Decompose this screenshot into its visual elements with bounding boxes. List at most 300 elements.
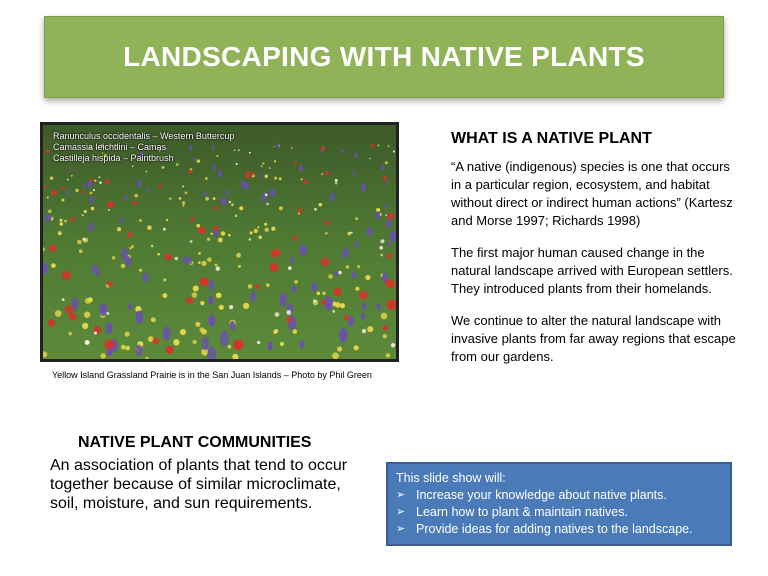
flower-mark xyxy=(67,190,70,195)
flower-mark xyxy=(355,241,359,249)
flower-mark xyxy=(129,247,132,250)
flower-mark xyxy=(55,310,62,317)
flower-mark xyxy=(163,278,166,281)
flower-mark xyxy=(383,334,387,338)
flower-mark xyxy=(388,241,391,247)
flower-mark xyxy=(231,203,234,206)
list-item-text: Increase your knowledge about native plants. xyxy=(416,488,667,502)
flower-mark xyxy=(362,329,366,333)
flower-mark xyxy=(220,331,229,347)
flower-mark xyxy=(166,346,174,354)
flower-mark xyxy=(322,292,325,295)
flower-mark xyxy=(162,166,165,169)
flower-mark xyxy=(183,256,188,264)
flower-mark xyxy=(288,266,292,270)
flower-mark xyxy=(207,257,212,262)
flower-mark xyxy=(88,297,93,302)
flower-mark xyxy=(205,177,208,180)
flower-mark xyxy=(188,257,192,264)
flower-mark xyxy=(48,319,55,326)
flower-mark xyxy=(321,173,323,175)
flower-mark xyxy=(200,278,209,287)
slideshow-intro: This slide show will: xyxy=(396,471,506,485)
flower-mark xyxy=(165,253,172,260)
flower-mark xyxy=(208,296,213,305)
flower-mark xyxy=(371,144,374,147)
flower-mark xyxy=(137,180,141,188)
flower-mark xyxy=(133,201,137,205)
flower-mark xyxy=(261,165,263,167)
flower-mark xyxy=(317,291,321,295)
arrow-checkmark-icon: ➢ xyxy=(396,523,406,535)
flower-mark xyxy=(91,178,94,181)
caption-buttercup: Ranunculus occidentalis – Western Buttercup xyxy=(53,131,235,141)
flower-mark xyxy=(145,171,147,173)
flower-mark xyxy=(94,180,96,182)
flower-mark xyxy=(200,301,204,305)
flower-mark xyxy=(338,271,341,274)
flower-mark xyxy=(386,181,389,186)
flower-mark xyxy=(98,176,100,178)
flower-mark xyxy=(257,341,260,344)
flower-mark xyxy=(218,238,223,243)
flower-mark xyxy=(136,345,143,357)
flower-mark xyxy=(279,177,282,180)
flower-mark xyxy=(212,164,215,170)
native-plant-section xyxy=(451,130,736,380)
arrow-checkmark-icon: ➢ xyxy=(396,506,406,518)
flower-mark xyxy=(47,196,49,198)
flower-mark xyxy=(387,213,394,220)
flower-mark xyxy=(128,303,132,311)
flower-mark xyxy=(369,158,370,159)
flower-mark xyxy=(229,201,231,203)
flower-mark xyxy=(143,273,149,283)
flower-mark xyxy=(202,337,210,351)
arrow-checkmark-icon: ➢ xyxy=(396,489,406,501)
native-plant-heading: WHAT IS A NATIVE PLANT xyxy=(451,130,652,147)
flower-mark xyxy=(386,219,391,228)
flower-mark xyxy=(254,284,259,289)
invasive-paragraph: We continue to alter the natural landscape with invasive plants from far away regions that escape from our gardens. xyxy=(451,313,736,364)
slideshow-list xyxy=(396,487,722,538)
flower-mark xyxy=(169,197,172,200)
flower-mark xyxy=(112,256,116,260)
flower-mark xyxy=(270,263,279,272)
flower-mark xyxy=(127,232,132,237)
flower-mark xyxy=(355,217,358,220)
flower-mark xyxy=(325,221,329,225)
flower-mark xyxy=(271,227,275,231)
flower-mark xyxy=(189,170,193,174)
flower-mark xyxy=(381,239,385,243)
flower-mark xyxy=(262,162,264,164)
flower-mark xyxy=(49,244,57,252)
flower-mark xyxy=(335,302,340,307)
flower-mark xyxy=(246,174,250,178)
flower-mark xyxy=(353,171,355,175)
flower-mark xyxy=(386,353,391,358)
flower-mark xyxy=(213,197,216,200)
flower-mark xyxy=(91,207,95,211)
flower-mark xyxy=(117,227,121,231)
flower-mark xyxy=(330,193,335,202)
flower-mark xyxy=(175,257,178,260)
flower-mark xyxy=(192,292,198,298)
flower-mark xyxy=(385,204,388,209)
flower-mark xyxy=(377,144,379,146)
flower-mark xyxy=(248,284,253,289)
flower-mark xyxy=(94,331,97,334)
flower-mark xyxy=(270,188,275,197)
flower-mark xyxy=(121,248,128,260)
flower-mark xyxy=(93,189,95,191)
flower-mark xyxy=(375,211,380,220)
flower-mark xyxy=(226,190,229,195)
flower-mark xyxy=(104,179,110,185)
flower-mark xyxy=(221,231,225,235)
flower-mark xyxy=(383,176,388,181)
flower-mark xyxy=(265,175,269,179)
photo-credit: Yellow Island Grassland Prairie is in the San Juan Islands – Photo by Phil Green xyxy=(52,370,372,380)
flower-mark xyxy=(48,215,51,221)
flower-mark xyxy=(321,258,330,267)
flower-mark xyxy=(214,225,219,230)
flower-mark xyxy=(162,293,167,298)
flower-mark xyxy=(385,279,392,286)
flower-mark xyxy=(319,203,323,207)
flower-mark xyxy=(236,163,238,165)
flower-mark xyxy=(62,298,65,301)
flower-mark xyxy=(179,197,182,200)
flower-mark xyxy=(264,228,269,233)
flower-mark xyxy=(131,245,134,248)
flower-mark xyxy=(245,182,249,189)
flower-mark xyxy=(250,291,256,302)
flower-mark xyxy=(106,322,113,334)
flower-mark xyxy=(376,303,380,311)
flower-mark xyxy=(238,265,241,268)
flower-mark xyxy=(334,288,342,296)
flower-mark xyxy=(190,240,193,243)
flower-mark xyxy=(196,224,200,228)
flower-mark xyxy=(388,145,390,147)
flower-mark xyxy=(301,178,303,180)
flower-mark xyxy=(354,152,357,158)
flower-mark xyxy=(292,286,296,293)
flower-mark xyxy=(89,196,93,204)
flower-mark xyxy=(215,264,218,267)
flower-mark xyxy=(208,280,214,290)
flower-mark xyxy=(125,332,130,337)
flower-mark xyxy=(166,219,168,221)
flower-mark xyxy=(229,305,233,309)
flower-mark xyxy=(61,186,65,190)
history-paragraph: The first major human caused change in the natural landscape arrived with European settlers. They introduced plants from their homelands. xyxy=(451,245,733,296)
communities-body: An association of plants that tend to occur together because of similar microclimate, soil, moisture, and sun requirements. xyxy=(50,457,348,512)
flower-mark xyxy=(303,179,308,184)
flower-mark xyxy=(75,189,79,193)
flower-mark xyxy=(124,195,127,201)
flower-mark xyxy=(273,330,277,334)
flower-mark xyxy=(68,332,72,336)
flower-mark xyxy=(344,315,350,321)
flower-mark xyxy=(359,291,368,300)
flower-mark xyxy=(300,340,304,348)
flower-mark xyxy=(50,177,53,180)
flower-mark xyxy=(99,181,102,184)
flower-mark xyxy=(339,328,347,342)
communities-heading: NATIVE PLANT COMMUNITIES xyxy=(78,434,312,451)
flower-mark xyxy=(107,281,113,287)
flower-mark xyxy=(337,347,342,352)
flower-mark xyxy=(214,206,218,210)
flower-mark xyxy=(216,267,220,271)
flower-mark xyxy=(207,238,210,241)
flower-mark xyxy=(106,312,109,315)
flower-mark xyxy=(67,179,69,181)
flower-mark xyxy=(325,171,329,175)
title-banner xyxy=(44,16,724,98)
flower-mark xyxy=(362,302,366,310)
flower-mark xyxy=(134,194,138,198)
flower-mark xyxy=(299,165,303,172)
list-item-text: Learn how to plant & maintain natives. xyxy=(416,505,628,519)
flower-mark xyxy=(157,253,160,256)
flower-mark xyxy=(205,197,209,201)
flower-mark xyxy=(382,325,387,330)
flower-mark xyxy=(48,210,52,214)
flower-mark xyxy=(357,265,360,268)
flower-mark xyxy=(367,226,373,236)
flower-mark xyxy=(82,323,88,329)
flower-mark xyxy=(96,270,100,277)
flower-mark xyxy=(243,303,249,309)
flower-mark xyxy=(71,175,73,177)
flower-mark xyxy=(82,190,86,194)
flower-mark xyxy=(257,226,259,228)
flower-mark xyxy=(85,340,90,345)
flower-mark xyxy=(211,233,213,235)
flower-mark xyxy=(238,149,240,151)
flower-mark xyxy=(325,232,328,235)
flower-mark xyxy=(314,208,317,211)
flower-mark xyxy=(204,192,207,197)
flower-mark xyxy=(286,310,291,315)
flower-mark xyxy=(346,265,350,269)
flower-mark xyxy=(290,256,294,262)
flower-mark xyxy=(273,146,274,147)
flower-mark xyxy=(321,146,325,150)
flower-mark xyxy=(250,231,253,234)
flower-mark xyxy=(195,322,200,327)
flower-mark xyxy=(381,313,388,320)
flower-mark xyxy=(182,185,184,187)
flower-mark xyxy=(208,314,215,326)
flower-mark xyxy=(328,274,332,278)
flower-mark xyxy=(180,329,186,335)
flower-mark xyxy=(294,280,298,284)
flower-mark xyxy=(163,326,171,340)
list-item-text: Provide ideas for adding natives to the landscape. xyxy=(416,522,693,536)
flower-mark xyxy=(266,203,268,205)
flower-mark xyxy=(361,313,365,321)
flower-mark xyxy=(79,249,83,253)
flower-mark xyxy=(46,150,50,154)
flower-mark xyxy=(249,152,251,154)
flower-mark xyxy=(276,143,279,148)
flower-mark xyxy=(198,227,205,234)
flower-mark xyxy=(348,232,351,235)
flower-mark xyxy=(291,147,293,149)
flower-mark xyxy=(121,264,126,269)
caption-camas: Camassia leichtlini – Camas xyxy=(53,142,167,152)
flower-mark xyxy=(241,180,245,188)
flower-mark xyxy=(104,340,114,350)
flower-mark xyxy=(151,317,156,322)
flower-mark xyxy=(230,321,235,330)
flower-mark xyxy=(139,219,142,222)
flower-mark xyxy=(258,235,262,239)
flower-mark xyxy=(342,248,348,259)
flower-mark xyxy=(62,271,71,280)
flower-mark xyxy=(216,293,222,299)
flower-mark xyxy=(64,220,67,223)
flower-mark xyxy=(321,300,326,305)
list-item xyxy=(396,521,722,538)
flower-mark xyxy=(185,191,188,194)
flower-mark xyxy=(163,228,166,231)
flower-mark xyxy=(274,249,281,256)
flower-mark xyxy=(280,342,284,346)
flower-mark xyxy=(146,187,148,191)
flower-mark xyxy=(335,179,338,182)
flower-mark xyxy=(61,198,64,201)
slideshow-goals-box xyxy=(386,462,732,546)
flower-mark xyxy=(100,303,107,316)
flower-mark xyxy=(265,193,268,196)
flower-mark xyxy=(83,183,86,189)
flower-mark xyxy=(385,214,387,216)
flower-mark xyxy=(335,182,338,185)
flower-mark xyxy=(254,229,258,233)
flower-mark xyxy=(391,343,395,347)
flower-mark xyxy=(158,184,161,187)
flower-mark xyxy=(84,210,87,213)
flower-mark xyxy=(147,225,152,230)
flower-mark xyxy=(274,176,277,179)
flower-mark xyxy=(269,167,271,169)
flower-mark xyxy=(151,245,154,248)
flower-mark xyxy=(300,244,306,256)
flower-mark xyxy=(139,269,142,272)
flower-mark xyxy=(386,253,392,259)
flower-mark xyxy=(100,353,105,358)
flower-mark xyxy=(340,303,345,308)
flower-mark xyxy=(121,345,126,350)
flower-mark xyxy=(199,327,204,332)
flower-mark xyxy=(352,271,356,278)
flower-mark xyxy=(90,191,93,194)
caption-paintbrush: Castilleja hispida – Paintbrush xyxy=(53,153,174,163)
flower-mark xyxy=(120,217,123,223)
flower-mark xyxy=(186,297,193,304)
flower-mark xyxy=(201,261,206,266)
flower-mark xyxy=(59,219,62,222)
flower-mark xyxy=(355,287,359,291)
flower-mark xyxy=(286,317,292,323)
flower-mark xyxy=(311,282,317,292)
flower-mark xyxy=(313,299,316,302)
flower-mark xyxy=(274,160,276,162)
flower-mark xyxy=(275,312,280,317)
definition-paragraph: “A native (indigenous) species is one that occurs in a particular region, ecosystem, and habitat without direct or indirect human actions” (Kartesz and Morse 1997; Richards 1998) xyxy=(451,159,733,228)
flower-mark xyxy=(198,252,201,255)
flower-mark xyxy=(228,234,231,237)
flower-mark xyxy=(351,232,353,234)
flower-mark xyxy=(69,313,76,320)
flower-mark xyxy=(236,253,241,258)
flower-mark xyxy=(385,161,388,164)
flower-mark xyxy=(71,217,75,221)
flower-mark xyxy=(136,310,144,324)
flower-mark xyxy=(132,165,133,166)
flower-mark xyxy=(227,345,231,349)
flower-mark xyxy=(51,190,57,196)
list-item xyxy=(396,504,722,521)
flower-mark xyxy=(107,201,114,208)
flower-mark xyxy=(108,209,110,211)
flower-mark xyxy=(367,326,373,332)
flower-mark xyxy=(390,231,396,242)
flower-mark xyxy=(361,183,366,192)
list-item xyxy=(396,487,722,504)
flower-mark xyxy=(82,238,85,241)
flower-mark xyxy=(193,340,197,344)
flower-mark xyxy=(264,223,267,226)
flower-mark xyxy=(88,222,93,232)
flower-mark xyxy=(261,174,263,178)
flower-mark xyxy=(332,310,335,313)
flower-mark xyxy=(65,305,74,314)
flower-mark xyxy=(126,346,130,350)
flower-mark xyxy=(354,345,359,350)
flower-mark xyxy=(251,172,255,176)
flower-mark xyxy=(233,340,243,350)
communities-section xyxy=(50,434,370,513)
flower-mark xyxy=(292,329,297,334)
flower-mark xyxy=(58,231,62,235)
flower-mark xyxy=(335,270,339,276)
flower-mark xyxy=(77,240,82,245)
flower-mark xyxy=(365,275,370,280)
flower-mark xyxy=(69,166,71,170)
flower-mark xyxy=(298,208,303,213)
flower-mark xyxy=(219,305,224,310)
flower-mark xyxy=(198,261,201,264)
flower-mark xyxy=(266,283,269,286)
flower-mark xyxy=(294,161,297,164)
flower-mark xyxy=(221,197,226,206)
flower-mark xyxy=(279,206,283,210)
flower-mark xyxy=(342,150,344,153)
flower-mark xyxy=(380,254,383,257)
flower-mark xyxy=(193,285,199,291)
flower-mark xyxy=(379,246,383,250)
flower-mark xyxy=(279,293,287,307)
flower-mark xyxy=(190,217,194,221)
flower-mark xyxy=(246,171,250,175)
